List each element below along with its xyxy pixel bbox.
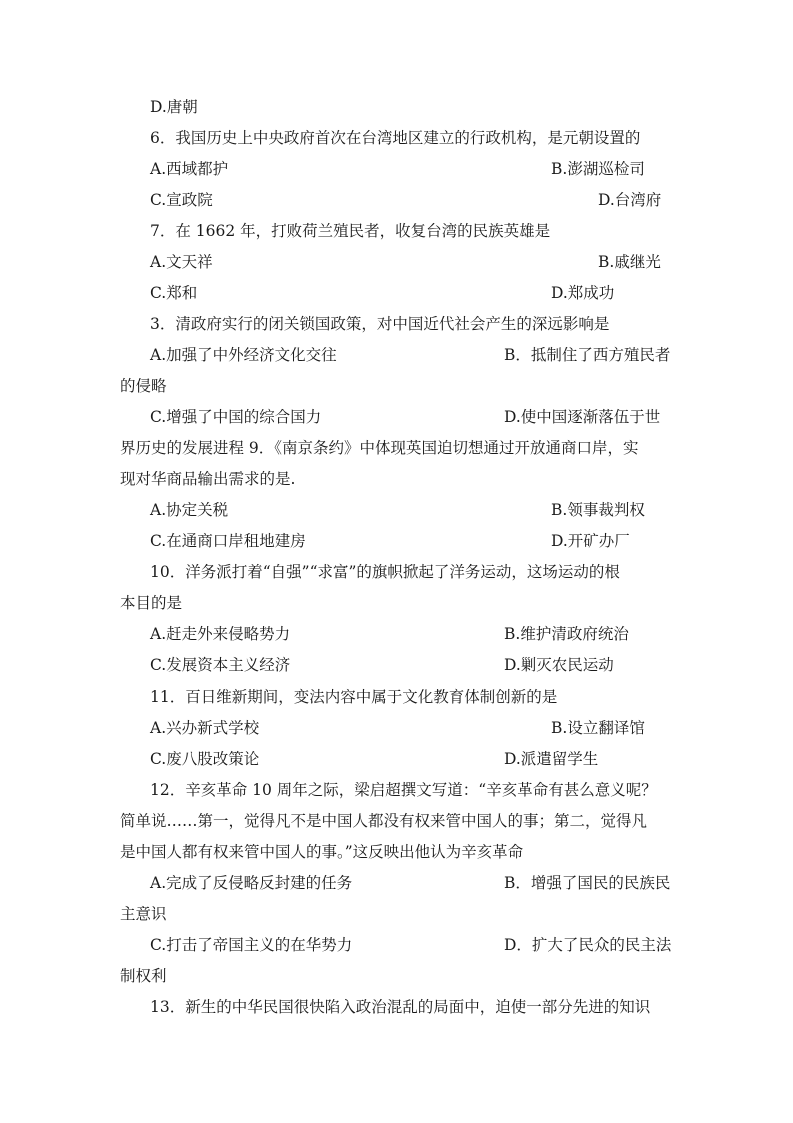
q10-stem: 10．洋务派打着“自强”“求富”的旗帜掀起了洋务运动，这场运动的根 (150, 563, 620, 581)
q7-option-c: C.郑和 (150, 284, 198, 302)
q12-stem: 12．辛亥革命 10 周年之际，梁启超撰文写道：“辛亥革命有甚么意义呢？ (150, 781, 657, 799)
q8-option-d: D.使中国逐渐落伍于世 (504, 408, 661, 426)
q11-option-b: B.设立翻译馆 (551, 719, 645, 737)
q9-stem-continued: 现对华商品输出需求的是. (120, 470, 296, 488)
q13-stem: 13．新生的中华民国很快陷入政治混乱的局面中，迫使一部分先进的知识 (150, 998, 651, 1016)
q12-option-a: A.完成了反侵略反封建的任务 (150, 874, 353, 892)
q10-option-b: B.维护清政府统治 (504, 625, 629, 643)
q9-options-row2 (0, 531, 793, 551)
q12-option-b-continued: 主意识 (120, 905, 167, 923)
q10-option-a: A.赶走外来侵略势力 (150, 625, 291, 643)
q7-options-row2 (0, 283, 793, 303)
q8-options-row2 (0, 407, 793, 427)
q6-option-d: D.台湾府 (598, 191, 662, 209)
q7-stem: 7．在 1662 年，打败荷兰殖民者，收复台湾的民族英雄是 (150, 222, 551, 240)
q9-option-c: C.在通商口岸租地建房 (150, 532, 306, 550)
q11-option-c: C.废八股改策论 (150, 750, 260, 768)
q8-option-a: A.加强了中外经济文化交往 (150, 346, 337, 364)
q11-stem: 11．百日维新期间，变法内容中属于文化教育体制创新的是 (150, 688, 558, 706)
q8-option-b: B．抵制住了西方殖民者 (504, 346, 671, 364)
q11-options-row2 (0, 749, 793, 769)
q12-option-d-continued: 制权利 (120, 967, 167, 985)
q6-option-b: B.澎湖巡检司 (551, 160, 645, 178)
q10-options-row2 (0, 655, 793, 675)
q7-options-row1 (0, 252, 793, 272)
q8-option-d-continued: 界历史的发展进程 9．《南京条约》中体现英国迫切想通过开放通商口岸，实 (120, 439, 639, 457)
q12-option-c: C.打击了帝国主义的在华势力 (150, 936, 353, 954)
q5-option-d: D.唐朝 (150, 98, 198, 116)
q9-option-b: B.领事裁判权 (551, 501, 645, 519)
q7-option-b: B.戚继光 (598, 253, 661, 271)
q12-option-d: D．扩大了民众的民主法 (504, 936, 672, 954)
q9-option-a: A.协定关税 (150, 501, 229, 519)
q12-options-row2 (0, 935, 793, 955)
q11-option-a: A.兴办新式学校 (150, 719, 260, 737)
q6-options-row2 (0, 190, 793, 210)
q12-options-row1 (0, 873, 793, 893)
q10-stem-continued: 本目的是 (120, 594, 183, 612)
q8-option-c: C.增强了中国的综合国力 (150, 408, 322, 426)
q9-options-row1 (0, 500, 793, 520)
q10-option-c: C.发展资本主义经济 (150, 656, 291, 674)
q10-option-d: D.剿灭农民运动 (504, 656, 614, 674)
q8-options-row1 (0, 345, 793, 365)
q12-stem-continued-1: 简单说……第一，觉得凡不是中国人都没有权来管中国人的事；第二，觉得凡 (120, 812, 648, 830)
q12-option-b: B．增强了国民的民族民 (504, 874, 671, 892)
q8-stem: 3．清政府实行的闭关锁国政策，对中国近代社会产生的深远影响是 (150, 315, 610, 333)
q6-options-row1 (0, 159, 793, 179)
q6-option-c: C.宣政院 (150, 191, 213, 209)
q6-stem: 6．我国历史上中央政府首次在台湾地区建立的行政机构，是元朝设置的 (150, 129, 641, 147)
q7-option-d: D.郑成功 (551, 284, 615, 302)
q10-options-row1 (0, 624, 793, 644)
q6-option-a: A.西域都护 (150, 160, 229, 178)
q11-options-row1 (0, 718, 793, 738)
q11-option-d: D.派遣留学生 (504, 750, 599, 768)
q9-option-d: D.开矿办厂 (551, 532, 630, 550)
q8-option-b-continued: 的侵略 (120, 377, 167, 395)
q12-stem-continued-2: 是中国人都有权来管中国人的事。”这反映出他认为辛亥革命 (120, 843, 524, 861)
q7-option-a: A.文天祥 (150, 253, 213, 271)
